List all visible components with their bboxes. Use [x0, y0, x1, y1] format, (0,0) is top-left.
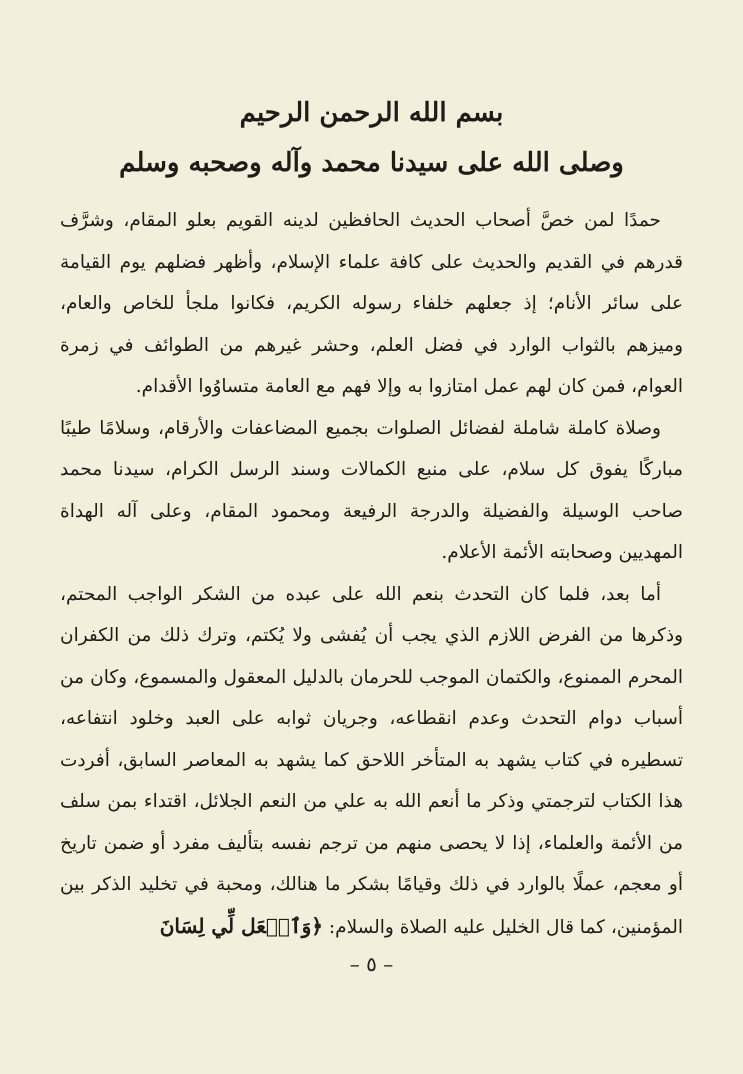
paragraph-praise: حمدًا لمن خصَّ أصحاب الحديث الحافظين لدينه القويم بعلو المقام، وشرَّف قدرهم في القديم والحديث على كافة علماء الإسلام، وأظهر فضلهم يوم القيامة على سائر الأنام؛ إذ جعلهم خلفاء رسوله الكريم، فكانوا ملجأ للخاص والعام، وميزهم بالثواب الوارد في فضل العلم، وحشر غيرهم من الطوائف في زمرة العوام، فمن كان لهم عمل امتازوا به وإلا فهم مع العامة متساوُوا الأقدام.	[60, 210, 683, 397]
page-number: – ٥ –	[349, 952, 394, 976]
paragraph-intro-text: أما بعد، فلما كان التحدث بنعم الله على عبده من الشكر الواجب المحتم، وذكرها من الفرض اللازم الذي يجب أن يُفشى ولا يُكتم، وترك ذلك من الكفران المحرم الممنوع، والكتمان الموجب للحرمان بالدليل المعقول والمسموع، وكان من أسباب دوام التحدث وعدم انقطاعه، وجريان ثوابه على العبد وخلود انتفاعه، تسطيره في كتاب يشهد به المتأخر اللاحق كما يشهد به المعاصر السابق، أفردت هذا الكتاب لترجمتي وذكر ما أنعم الله به علي من النعم الجلائل، اقتداء بمن سلف من الأئمة والعلماء، إذا لا يحصى منهم من ترجم نفسه بتأليف مفرد أو ضمن تاريخ أو معجم، عملًا بالوارد في ذلك وقيامًا بشكر ما هنالك، ومحبة في تخليد الذكر بين المؤمنين، كما قال الخليل عليه الصلاة والسلام:	[60, 583, 683, 938]
paragraph-salutation: وصلاة كاملة شاملة لفضائل الصلوات بجميع المضاعفات والأرقام، وسلامًا طيبًا مباركًا يفوق كل سلام، على منبع الكمالات وسند الرسل الكرام، سيدنا محمد صاحب الوسيلة والفضيلة والدرجة الرفيعة ومحمود المقام، وعلى آله الهداة المهديين وصحابته الأئمة الأعلام.	[60, 417, 683, 563]
quran-quote: ﴿وَٱجۡعَل لِّي لِسَانَ	[159, 913, 324, 938]
paragraph-intro	[60, 574, 683, 949]
basmala-heading: بسم الله الرحمن الرحيم	[239, 98, 504, 128]
salawat-heading: وصلى الله على سيدنا محمد وآله وصحبه وسلم	[119, 148, 624, 178]
